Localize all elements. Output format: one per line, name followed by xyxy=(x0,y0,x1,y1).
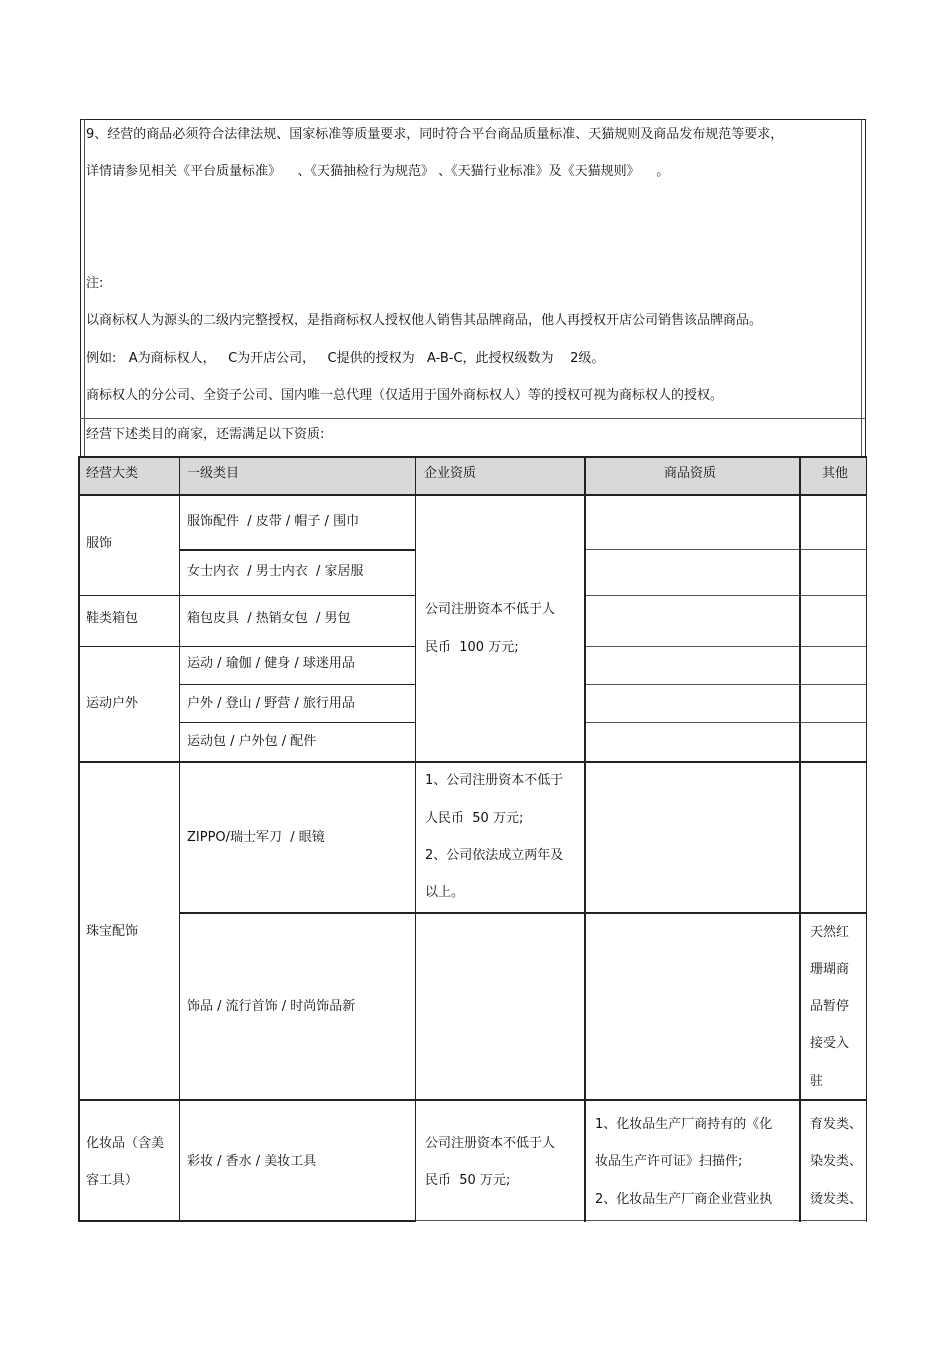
row-sep-xie xyxy=(78,646,416,647)
row-sep-hz xyxy=(78,1099,867,1101)
header-other: 其他 xyxy=(822,466,849,481)
note-label: 注: xyxy=(86,276,104,291)
col-2 xyxy=(415,456,416,1222)
note-line-3: 商标权人的分公司、全资子公司、国内唯一总代理（仅适用于国外商标权人）等的授权可视为商标权人的授权。 xyxy=(86,388,724,403)
other-hz-line2: 染发类、 xyxy=(810,1154,863,1169)
sub-hz-1: 彩妆 / 香水 / 美妆工具 xyxy=(187,1154,317,1169)
sub-zb-2: 饰品 / 流行首饰 / 时尚饰品新 xyxy=(187,999,356,1014)
other-hz-line1: 育发类、 xyxy=(810,1117,863,1132)
header-category: 经营大类 xyxy=(86,466,139,481)
ent-zb-line3: 2、公司依法成立两年及 xyxy=(425,848,564,863)
table-top xyxy=(78,456,867,458)
ent-zb-line4: 以上。 xyxy=(425,885,465,900)
row-sep-zb xyxy=(180,912,867,914)
other-zb-line1: 天然红 xyxy=(810,925,850,940)
header-bottom xyxy=(78,494,867,496)
sub-fushi-1: 服饰配件 / 皮带 / 帽子 / 围巾 xyxy=(187,514,360,529)
header-enterprise: 企业资质 xyxy=(424,466,477,481)
col-3 xyxy=(584,456,586,1222)
ent-zb-line1: 1、公司注册资本不低于 xyxy=(425,773,564,788)
note-line-2: 例如: A为商标权人， C为开店公司， C提供的授权为 A-B-C，此授权级数为 2级。 xyxy=(86,351,605,366)
row-sep-fushi xyxy=(78,595,416,596)
box-left-border xyxy=(80,119,81,458)
intro-line-1: 9、经营的商品必须符合法律法规、国家标准等质量要求，同时符合平台商品质量标准、天猫规则及商品发布规范等要求， xyxy=(86,127,784,142)
sub-zb-1: ZIPPO/瑞士军刀 / 眼镜 xyxy=(187,830,325,845)
header-product: 商品资质 xyxy=(664,466,717,481)
other-zb-line2: 珊瑚商 xyxy=(810,962,850,977)
table-bottom xyxy=(78,1220,416,1222)
cat-yundong: 运动户外 xyxy=(86,696,139,711)
col-right xyxy=(866,456,867,1222)
col-1 xyxy=(179,456,180,1222)
box-inner-left xyxy=(84,119,85,458)
ent-zb-line2: 人民币 50 万元; xyxy=(425,811,524,826)
cat-huazhuang-line2: 容工具） xyxy=(86,1173,139,1188)
other-zb-line4: 接受入 xyxy=(810,1036,850,1051)
row-sep-yd1 xyxy=(180,684,416,685)
other-hz-line3: 烫发类、 xyxy=(810,1192,863,1207)
sub-xie-1: 箱包皮具 / 热销女包 / 男包 xyxy=(187,611,351,626)
col-left xyxy=(78,456,80,1222)
note-line-1: 以商标权人为源头的二级内完整授权，是指商标权人授权他人销售其品牌商品，他人再授权开店公司销售该品牌商品。 xyxy=(86,313,763,328)
prod-hz-line2: 妆品生产许可证》扫描件; xyxy=(595,1154,743,1169)
prod-hz-line1: 1、化妆品生产厂商持有的《化 xyxy=(595,1117,773,1132)
sub-fushi-2: 女士内衣 / 男士内衣 / 家居服 xyxy=(187,564,364,579)
cat-fushi: 服饰 xyxy=(86,536,113,551)
row-sep-yd1-r xyxy=(585,684,867,685)
header-subcategory: 一级类目 xyxy=(187,466,240,481)
row-sep-yd2-r xyxy=(585,722,867,723)
row-sep-xie-r xyxy=(585,646,867,647)
other-zb-line3: 品暂停 xyxy=(810,999,850,1014)
other-zb-line5: 驻 xyxy=(810,1074,824,1089)
sub-yd-2: 户外 / 登山 / 野营 / 旅行用品 xyxy=(187,696,355,711)
box-divider xyxy=(80,418,866,419)
sub-yd-3: 运动包 / 户外包 / 配件 xyxy=(187,734,317,749)
col-4 xyxy=(799,456,801,1222)
ent-group1-line2: 民币 100 万元; xyxy=(425,640,519,655)
box-inner-right xyxy=(861,119,862,458)
box-top-border xyxy=(80,119,866,120)
row-sep-fushi-inner xyxy=(180,549,416,551)
cat-zhubao: 珠宝配饰 xyxy=(86,924,139,939)
row-sep-fushi-inner-r xyxy=(585,549,867,550)
row-sep-yd2 xyxy=(180,722,416,723)
cat-xie: 鞋类箱包 xyxy=(86,611,139,626)
ent-hz-line2: 民币 50 万元; xyxy=(425,1173,511,1188)
sub-yd-1: 运动 / 瑜伽 / 健身 / 球迷用品 xyxy=(187,656,355,671)
table-lead: 经营下述类目的商家，还需满足以下资质: xyxy=(86,427,325,442)
row-sep-group1 xyxy=(78,761,867,763)
cat-huazhuang-line1: 化妆品（含美 xyxy=(86,1136,165,1151)
ent-group1-line1: 公司注册资本不低于人 xyxy=(425,602,556,617)
box-right-border xyxy=(865,119,866,458)
prod-hz-line3: 2、化妆品生产厂商企业营业执 xyxy=(595,1192,773,1207)
row-sep-fushi-r xyxy=(585,595,867,596)
ent-hz-line1: 公司注册资本不低于人 xyxy=(425,1136,556,1151)
intro-line-2: 详情请参见相关《平台质量标准》 、《天猫抽检行为规范》 、《天猫行业标准》及《天猫规则》 。 xyxy=(86,164,670,179)
